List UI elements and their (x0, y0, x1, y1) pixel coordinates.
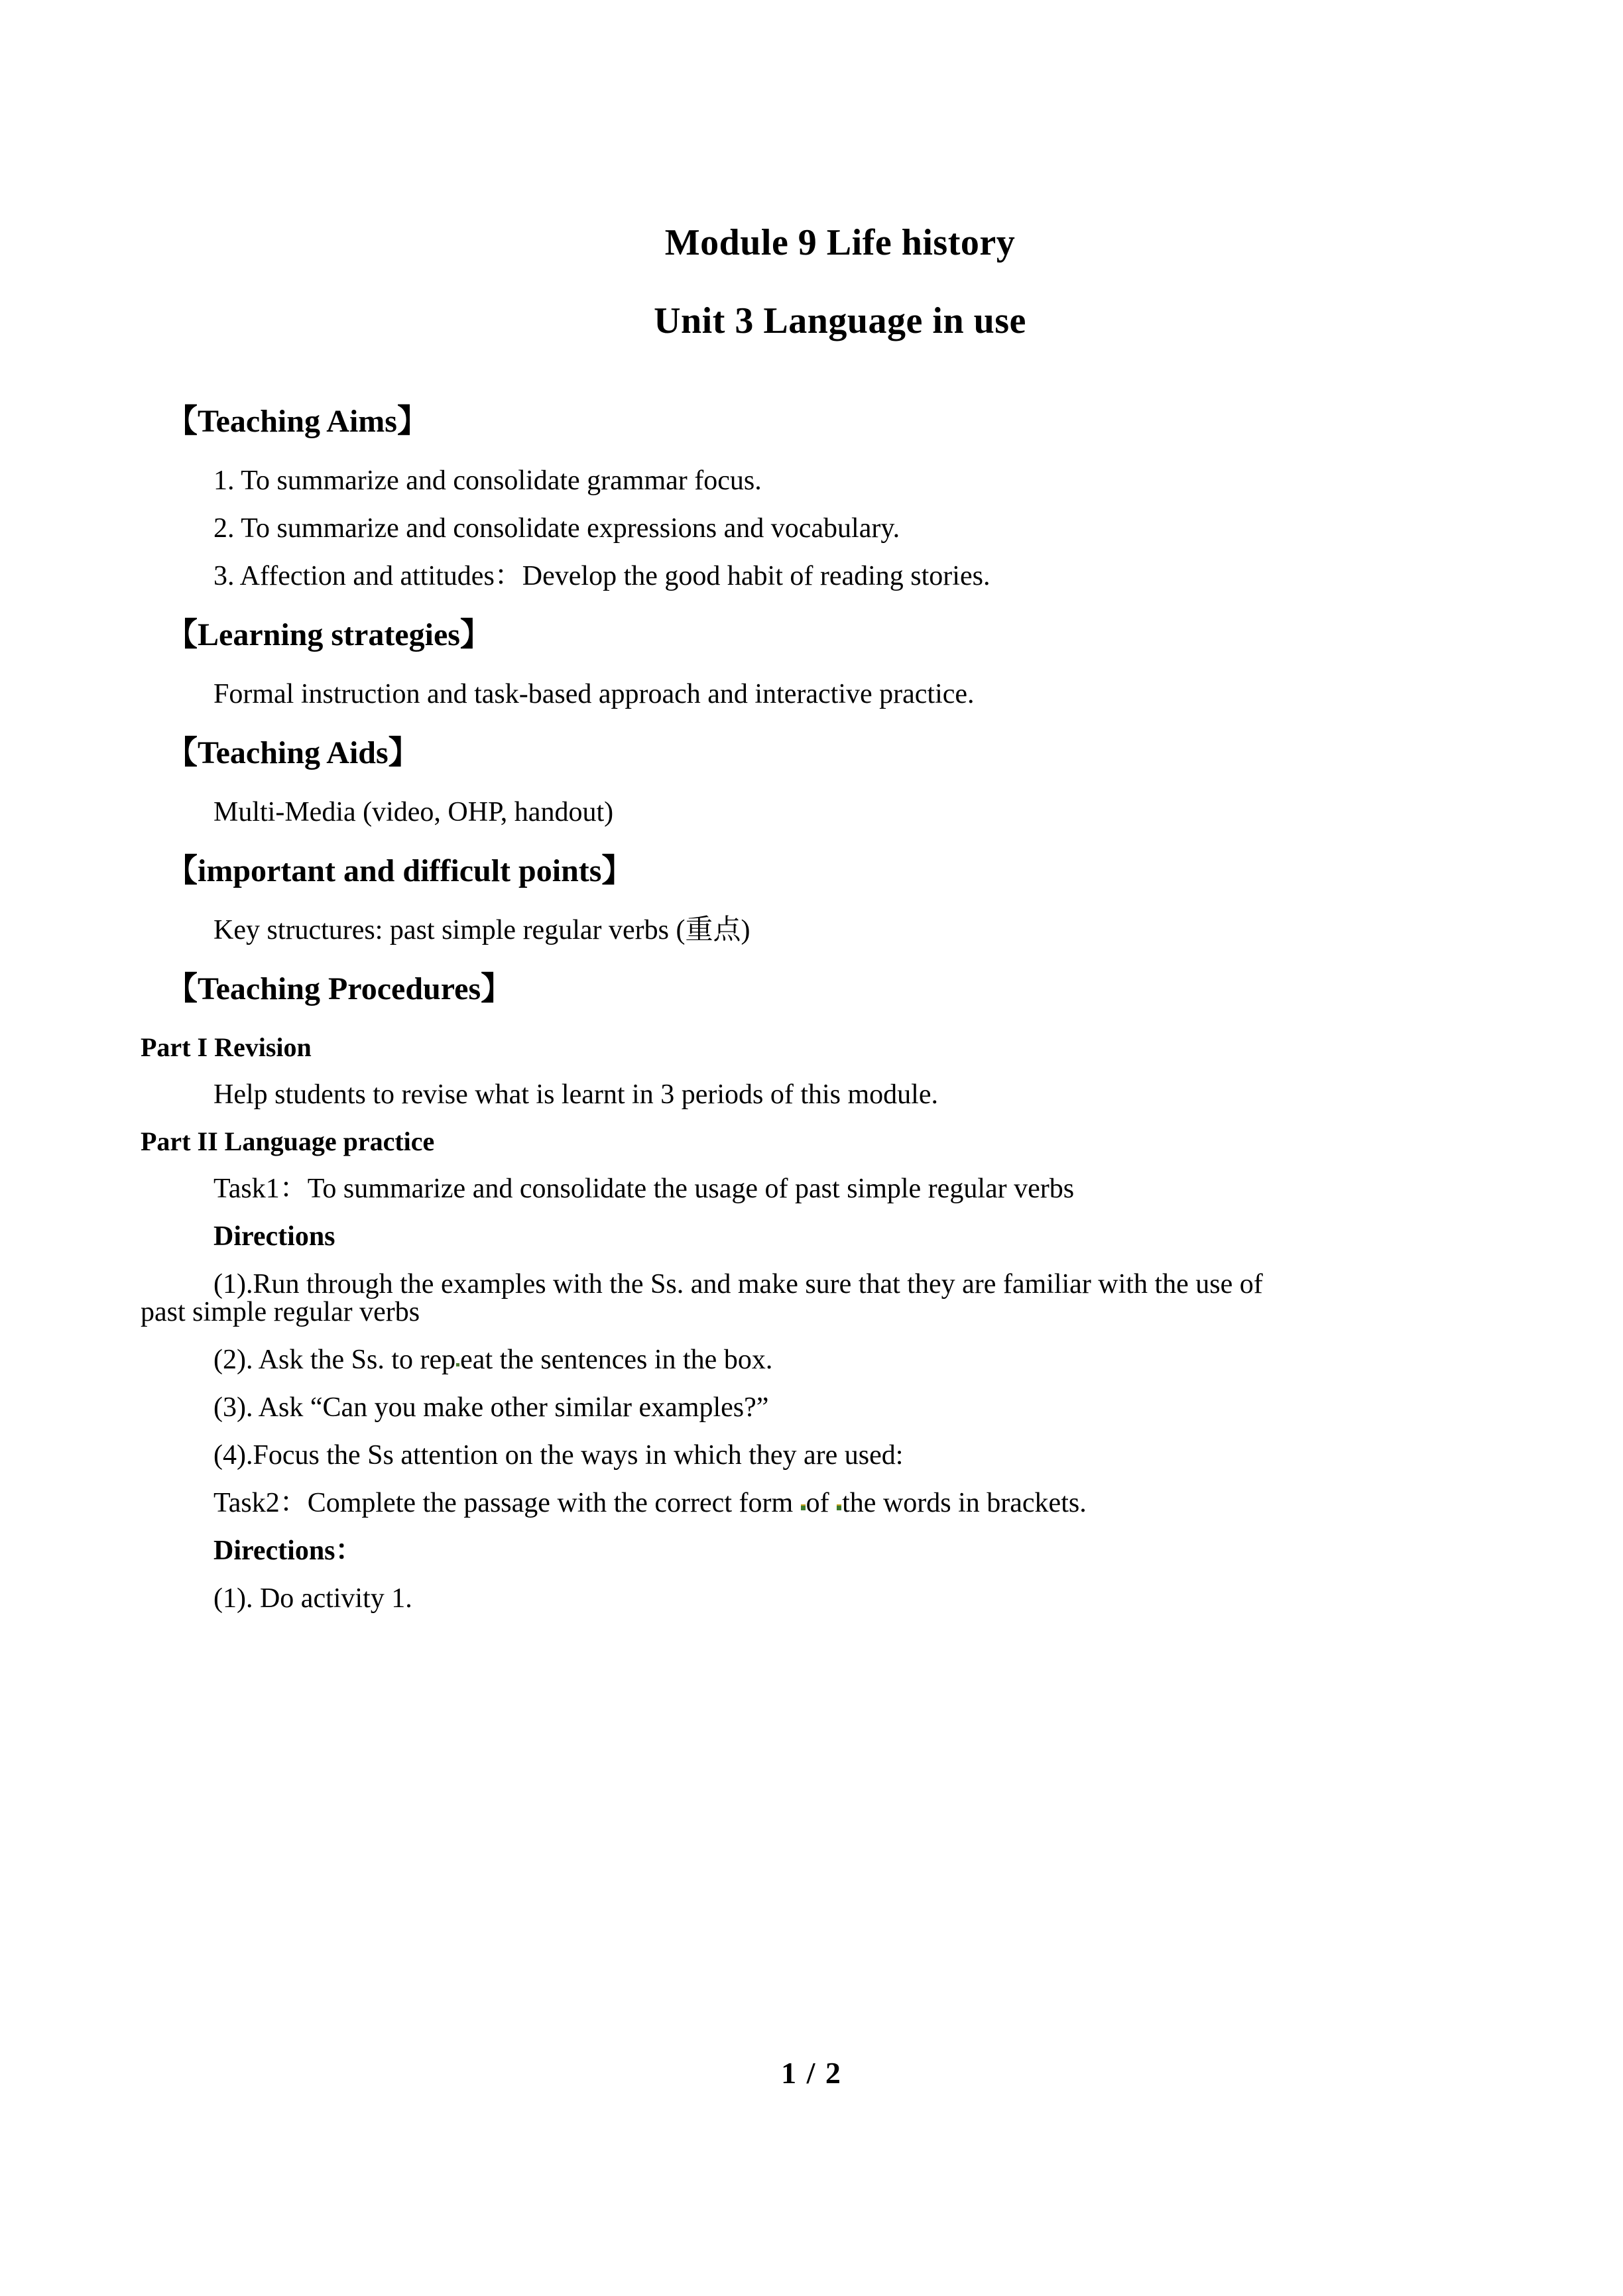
task-1-step-3: (3). Ask “Can you make other similar examples?” (213, 1392, 769, 1423)
spacer (141, 1109, 1490, 1128)
spacer (141, 1250, 1490, 1270)
document-title-line-1: Module 9 Life history (664, 222, 1016, 263)
teaching-aims-item-1: 1. To summarize and consolidate grammar focus. (213, 465, 762, 496)
spacer (141, 590, 1490, 619)
teaching-aids-body: Multi-Media (video, OHP, handout) (213, 797, 614, 827)
spacer (141, 1517, 1490, 1537)
spacer (141, 1374, 1490, 1394)
scan-speck-artifact (837, 1504, 841, 1510)
spacer (141, 651, 1490, 680)
task-1-step-2-before: (2). Ask the Ss. to rep (213, 1345, 456, 1375)
part-2-heading: Part II Language practice (141, 1126, 435, 1156)
section-heading-important-difficult-points: 【important and difficult points】 (166, 853, 634, 888)
spacer (141, 887, 1490, 916)
spacer (141, 542, 1490, 562)
spacer (141, 1005, 1490, 1034)
task-1-step-2 (141, 1346, 1490, 1374)
task-1-step-1 (141, 1270, 1490, 1326)
spacer (141, 1203, 1490, 1223)
learning-strategies-body: Formal instruction and task-based approach and interactive practice. (213, 679, 975, 709)
task-2-directions-label: Directions： (213, 1536, 363, 1566)
task-2-step-1: (1). Do activity 1. (213, 1583, 412, 1614)
task-2-label-before: Task2：Complete the passage with the correct form (213, 1488, 800, 1518)
spacer (141, 944, 1490, 973)
spacer (141, 1326, 1490, 1346)
part-1-body: Help students to revise what is learnt in 3 periods of this module. (213, 1079, 938, 1110)
spacer (141, 708, 1490, 737)
spacer (141, 1469, 1490, 1489)
task-1-step-2-after: eat the sentences in the box. (460, 1345, 773, 1375)
task-1-step-1-line-1: (1).Run through the examples with the Ss. and make sure that they are familiar with the use of (213, 1269, 1263, 1299)
task-1-step-1-line-2: past simple regular verbs (141, 1297, 420, 1327)
teaching-aims-item-3: 3. Affection and attitudes：Develop the good habit of reading stories. (213, 561, 991, 591)
spacer (141, 1565, 1490, 1585)
teaching-aims-item-2: 2. To summarize and consolidate expressions and vocabulary. (213, 513, 900, 544)
spacer (141, 339, 1490, 406)
task-2-label (141, 1489, 1490, 1517)
scan-speck-artifact (456, 1363, 459, 1366)
page-number-footer: 1 / 2 (781, 2056, 842, 2090)
spacer (141, 826, 1490, 855)
spacer (141, 438, 1490, 467)
important-difficult-points-body: Key structures: past simple regular verbs (重点) (213, 915, 751, 945)
document-title-line-2: Unit 3 Language in use (654, 300, 1026, 341)
task-2-label-of: of (806, 1488, 837, 1518)
document-body (141, 199, 1490, 1612)
section-heading-teaching-aims: 【Teaching Aims】 (166, 404, 429, 439)
scan-speck-artifact (801, 1504, 806, 1510)
section-heading-learning-strategies: 【Learning strategies】 (166, 617, 492, 652)
task-1-label: Task1：To summarize and consolidate the usage of past simple regular verbs (213, 1174, 1075, 1204)
task-1-step-4: (4).Focus the Ss attention on the ways in which they are used: (213, 1440, 904, 1471)
section-heading-teaching-procedures: 【Teaching Procedures】 (166, 971, 513, 1006)
spacer (141, 1421, 1490, 1441)
spacer (141, 495, 1490, 514)
spacer (141, 1155, 1490, 1175)
spacer (141, 769, 1490, 798)
section-heading-teaching-aids: 【Teaching Aids】 (166, 735, 420, 770)
task-2-label-after: the words in brackets. (842, 1488, 1087, 1518)
spacer (141, 1061, 1490, 1081)
task-1-directions-label: Directions (213, 1221, 335, 1252)
part-1-heading: Part I Revision (141, 1032, 312, 1062)
